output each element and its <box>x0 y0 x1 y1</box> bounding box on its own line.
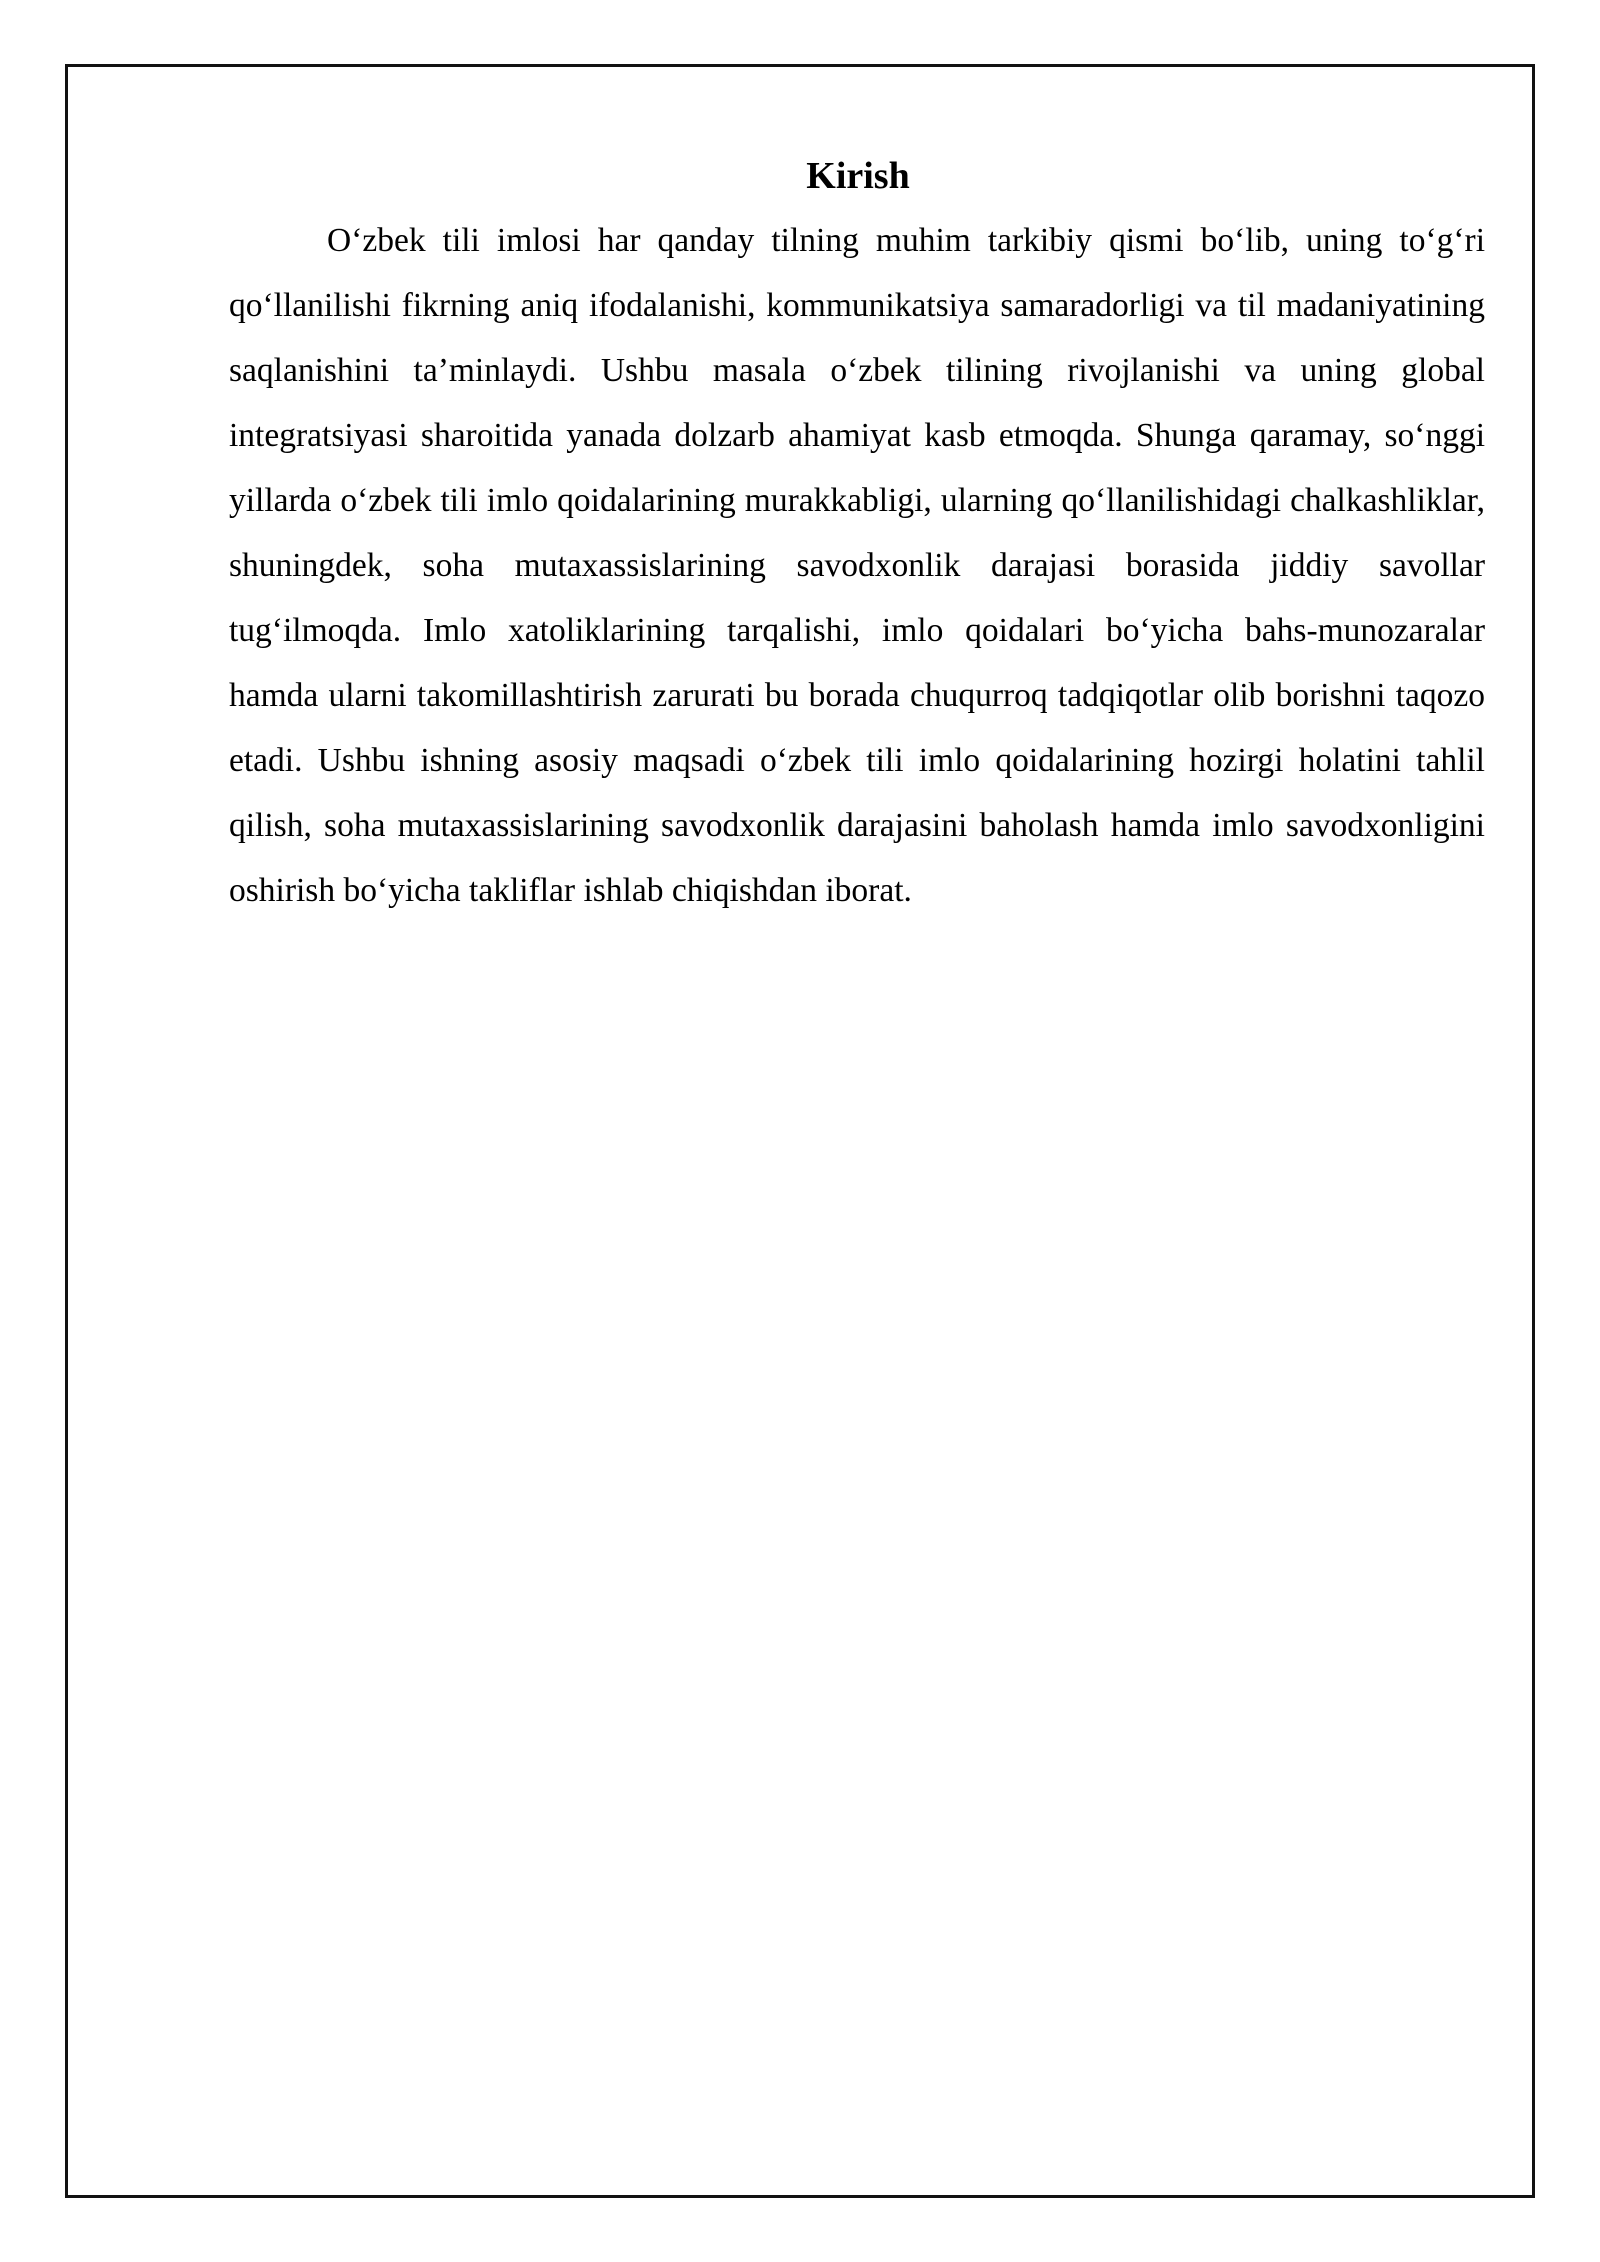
section-heading: Kirish <box>806 155 910 197</box>
intro-paragraph: O‘zbek tili imlosi har qanday tilning muhim tarkibiy qismi bo‘lib, uning to‘g‘ri qo‘llanilishi fikrning aniq ifodalanishi, kommunikatsiya samaradorligi va til madaniyatining saqlanishini ta’minlaydi. Ushbu masala o‘zbek tilining rivojlanishi va uning global integratsiyasi sharoitida yanada dolzarb ahamiyat kasb etmoqda. Shunga qaramay, so‘nggi yillarda o‘zbek tili imlo qoidalarining murakkabligi, ularning qo‘llanilishidagi chalkashliklar, shuningdek, soha mutaxassislarining savodxonlik darajasi borasida jiddiy savollar tug‘ilmoqda. Imlo xatoliklarining tarqalishi, imlo qoidalari bo‘yicha bahs-munozaralar hamda ularni takomillashtirish zarurati bu borada chuqurroq tadqiqotlar olib borishni taqozo etadi. Ushbu ishning asosiy maqsadi o‘zbek tili imlo qoidalarining hozirgi holatini tahlil qilish, soha mutaxassislarining savodxonlik darajasini baholash hamda imlo savodxonligini oshirish bo‘yicha takliflar ishlab chiqishdan iborat. <box>229 222 1485 909</box>
document-body <box>229 148 1485 923</box>
